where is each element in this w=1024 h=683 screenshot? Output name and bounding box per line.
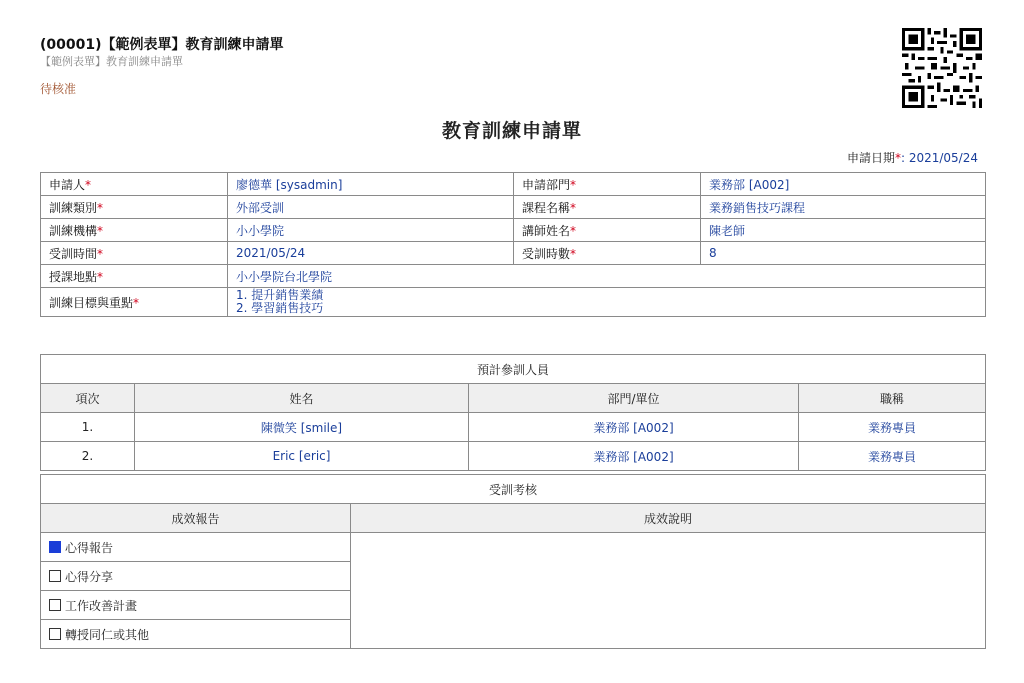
field-value-location: 小小學院台北學院 (228, 265, 986, 288)
table-row (41, 265, 986, 288)
checkbox-option[interactable]: 心得報告 (41, 533, 351, 562)
table-row (41, 413, 986, 442)
field-label-department: 申請部門* (514, 173, 701, 196)
checkbox-icon[interactable] (49, 599, 61, 611)
column-header-index: 項次 (41, 384, 135, 413)
field-value-department: 業務部 [A002] (701, 173, 986, 196)
table-cell: 業務部 [A002] (469, 413, 799, 442)
checkbox-option[interactable]: 工作改善計畫 (41, 591, 351, 620)
table-cell: 業務專員 (799, 442, 986, 471)
checkbox-option[interactable]: 轉授同仁或其他 (41, 620, 351, 649)
table-cell: Eric [eric] (135, 442, 469, 471)
field-label-goals: 訓練目標與重點* (41, 288, 228, 317)
field-label-instructor: 講師姓名* (514, 219, 701, 242)
field-label-training-hours: 受訓時數* (514, 242, 701, 265)
field-value-institution: 小小學院 (228, 219, 514, 242)
table-cell: 業務部 [A002] (469, 442, 799, 471)
column-header-report: 成效報告 (41, 504, 351, 533)
table-cell: 2. (41, 442, 135, 471)
section-title-participants: 預計參訓人員 (41, 355, 986, 384)
table-row (41, 533, 986, 562)
description-cell (351, 533, 986, 649)
section-title-assessment: 受訓考核 (41, 475, 986, 504)
table-cell: 陳微笑 [smile] (135, 413, 469, 442)
table-cell: 1. (41, 413, 135, 442)
field-label-applicant: 申請人* (41, 173, 228, 196)
form-title: 教育訓練申請單 (441, 120, 582, 142)
field-label-course-name: 課程名稱* (514, 196, 701, 219)
required-mark: * (894, 151, 901, 165)
table-row (41, 242, 986, 265)
column-header-department: 部門/單位 (469, 384, 799, 413)
apply-date-value: : 2021/05/24 (900, 151, 978, 165)
field-label-institution: 訓練機構* (41, 219, 228, 242)
field-value-course-name: 業務銷售技巧課程 (701, 196, 986, 219)
checkbox-icon[interactable] (49, 628, 61, 640)
document-title: (00001)【範例表單】教育訓練申請單 (40, 37, 284, 53)
apply-date (847, 149, 978, 166)
field-label-location: 授課地點* (41, 265, 228, 288)
assessment-table (40, 474, 986, 649)
table-row (41, 442, 986, 471)
field-value-goals: 1. 提升銷售業績 2. 學習銷售技巧 (228, 288, 986, 317)
table-row (41, 219, 986, 242)
participants-table (40, 354, 986, 471)
field-value-training-time: 2021/05/24 (228, 242, 514, 265)
column-header-title: 職稱 (799, 384, 986, 413)
field-value-instructor: 陳老師 (701, 219, 986, 242)
field-value-applicant: 廖德華 [sysadmin] (228, 173, 514, 196)
document-header (40, 36, 284, 97)
field-value-training-type: 外部受訓 (228, 196, 514, 219)
table-row (41, 173, 986, 196)
field-value-training-hours: 8 (701, 242, 986, 265)
qr-code-icon (902, 28, 982, 108)
table-cell: 業務專員 (799, 413, 986, 442)
column-header-name: 姓名 (135, 384, 469, 413)
document-subtitle: 【範例表單】教育訓練申請單 (40, 55, 183, 68)
application-fields-table (40, 172, 986, 317)
checkbox-icon[interactable] (49, 570, 61, 582)
status-badge: 待核准 (40, 82, 77, 96)
field-label-training-time: 受訓時間* (41, 242, 228, 265)
apply-date-label: 申請日期 (846, 151, 895, 165)
checkbox-checked-icon[interactable] (49, 541, 61, 553)
table-row (41, 288, 986, 317)
table-row (41, 196, 986, 219)
checkbox-option[interactable]: 心得分享 (41, 562, 351, 591)
column-header-description: 成效說明 (351, 504, 986, 533)
field-label-training-type: 訓練類別* (41, 196, 228, 219)
